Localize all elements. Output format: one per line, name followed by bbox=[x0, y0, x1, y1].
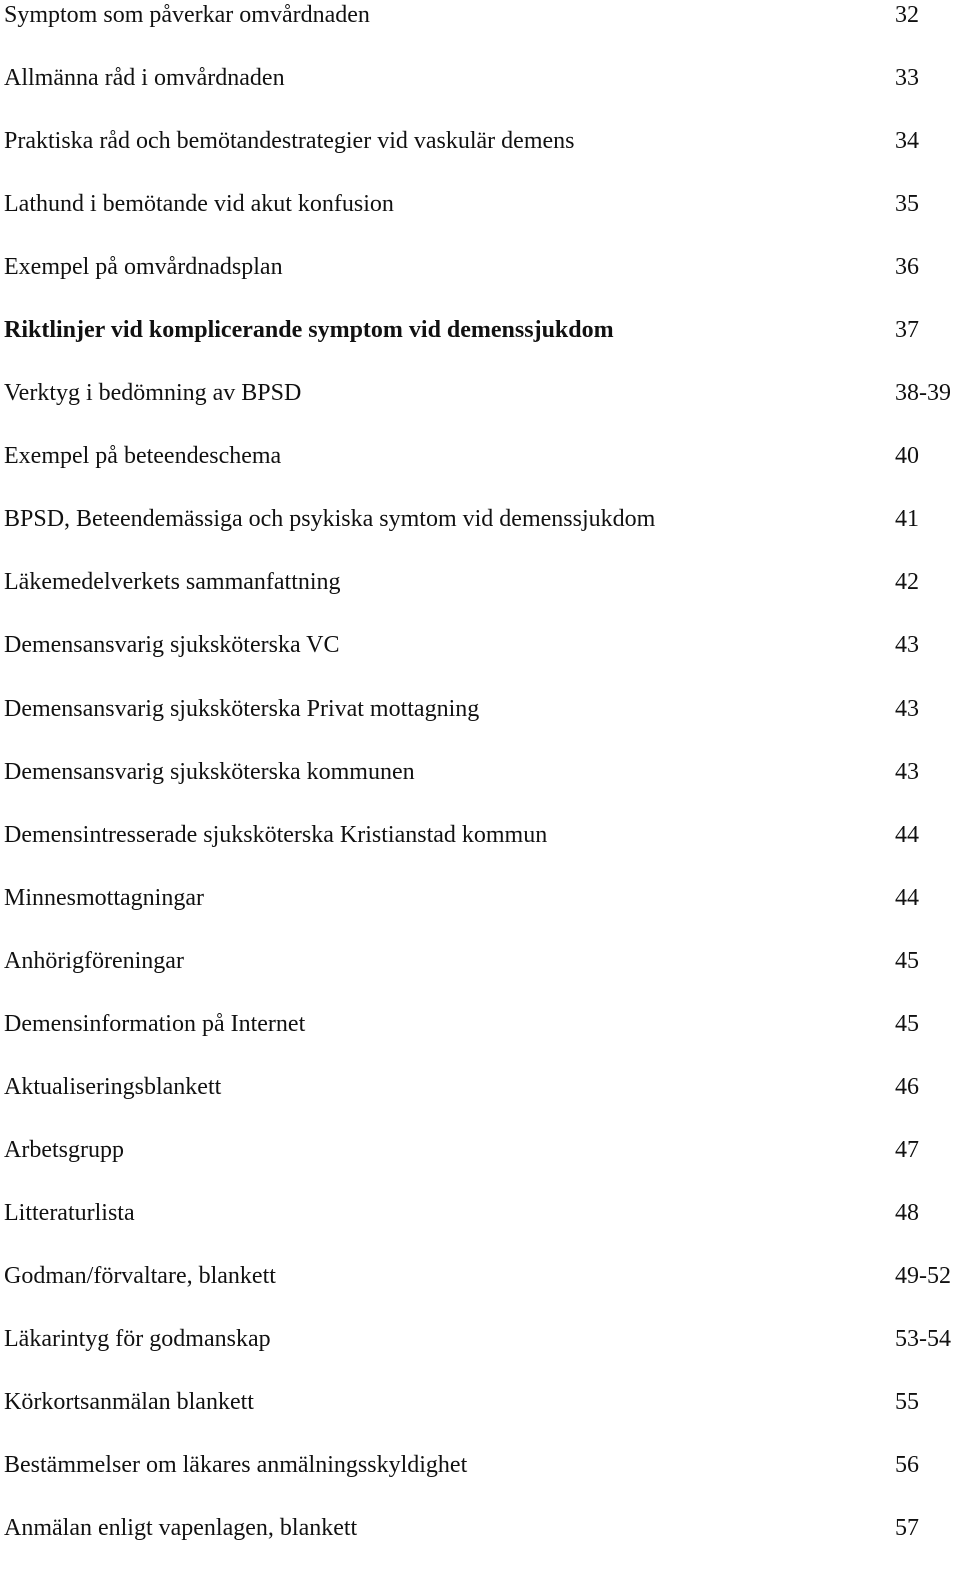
toc-entry-page-number: 53-54 bbox=[895, 1325, 951, 1352]
toc-entry-page-number: 49-52 bbox=[895, 1262, 951, 1289]
toc-entry-page-number: 45 bbox=[895, 947, 919, 974]
toc-entry-title: Allmänna råd i omvårdnaden bbox=[4, 65, 285, 92]
toc-entry-page-number: 45 bbox=[895, 1010, 919, 1037]
toc-entry-page-number: 34 bbox=[895, 128, 919, 155]
toc-entry-page-number: 43 bbox=[895, 632, 919, 659]
toc-entry bbox=[0, 1513, 960, 1576]
toc-entry-title: Riktlinjer vid komplicerande symptom vid demenssjukdom bbox=[4, 317, 614, 344]
toc-entry bbox=[0, 1009, 960, 1072]
toc-entry-title: Godman/förvaltare, blankett bbox=[4, 1262, 276, 1289]
toc-entry-title: Demensansvarig sjuksköterska Privat mottagning bbox=[4, 695, 480, 722]
toc-entry-page-number: 43 bbox=[895, 758, 919, 785]
toc-entry-title: Aktualiseringsblankett bbox=[4, 1073, 222, 1100]
toc-entry-title: Demensansvarig sjuksköterska VC bbox=[4, 632, 340, 659]
toc-entry-title: BPSD, Beteendemässiga och psykiska symtom vid demenssjukdom bbox=[4, 506, 656, 533]
toc-entry-title: Bestämmelser om läkares anmälningsskyldighet bbox=[4, 1452, 468, 1479]
toc-entry-title: Lathund i bemötande vid akut konfusion bbox=[4, 191, 394, 218]
toc-entry-page-number: 57 bbox=[895, 1515, 919, 1542]
toc-entry bbox=[0, 946, 960, 1009]
toc-entry-page-number: 35 bbox=[895, 191, 919, 218]
toc-entry bbox=[0, 630, 960, 693]
toc-entry-title: Exempel på omvårdnadsplan bbox=[4, 254, 283, 281]
toc-entry-page-number: 43 bbox=[895, 695, 919, 722]
toc-entry-page-number: 44 bbox=[895, 821, 919, 848]
toc-entry-page-number: 37 bbox=[895, 317, 919, 344]
toc-entry-title: Symptom som påverkar omvårdnaden bbox=[4, 2, 370, 28]
toc-entry bbox=[0, 315, 960, 378]
toc-entry bbox=[0, 378, 960, 441]
toc-entry-title: Anhörigföreningar bbox=[4, 947, 184, 974]
toc-entry-page-number: 47 bbox=[895, 1136, 919, 1163]
toc-entry-title: Läkemedelverkets sammanfattning bbox=[4, 569, 341, 596]
toc-entry-title: Demensansvarig sjuksköterska kommunen bbox=[4, 758, 415, 785]
toc-entry bbox=[0, 1450, 960, 1513]
toc-entry-title: Demensintresserade sjuksköterska Kristianstad kommun bbox=[4, 821, 548, 848]
toc-entry-title: Praktiska råd och bemötandestrategier vid vaskulär demens bbox=[4, 128, 575, 155]
toc-entry-page-number: 33 bbox=[895, 65, 919, 92]
toc-entry bbox=[0, 1135, 960, 1198]
toc-entry-page-number: 38-39 bbox=[895, 380, 951, 407]
toc-entry bbox=[0, 820, 960, 883]
toc-entry bbox=[0, 1072, 960, 1135]
toc-entry-title: Körkortsanmälan blankett bbox=[4, 1389, 254, 1416]
toc-entry-title: Verktyg i bedömning av BPSD bbox=[4, 380, 302, 407]
toc-entry-title: Demensinformation på Internet bbox=[4, 1010, 306, 1037]
toc-entry bbox=[0, 0, 960, 63]
toc-entry-page-number: 40 bbox=[895, 443, 919, 470]
toc-entry-title: Exempel på beteendeschema bbox=[4, 443, 282, 470]
toc-entry bbox=[0, 1198, 960, 1261]
toc-entry-page-number: 41 bbox=[895, 506, 919, 533]
toc-entry bbox=[0, 441, 960, 504]
toc-entry-page-number: 44 bbox=[895, 884, 919, 911]
toc-entry bbox=[0, 63, 960, 126]
toc-entry-title: Minnesmottagningar bbox=[4, 884, 204, 911]
toc-entry bbox=[0, 1261, 960, 1324]
toc-entry-page-number: 42 bbox=[895, 569, 919, 596]
toc-entry-title: Läkarintyg för godmanskap bbox=[4, 1325, 271, 1352]
toc-entry bbox=[0, 883, 960, 946]
toc-entry-page-number: 36 bbox=[895, 254, 919, 281]
toc-entry-title: Arbetsgrupp bbox=[4, 1136, 124, 1163]
toc-entry-title: Litteraturlista bbox=[4, 1199, 135, 1226]
toc-entry-page-number: 56 bbox=[895, 1452, 919, 1479]
toc-entry bbox=[0, 694, 960, 757]
toc-entry bbox=[0, 1324, 960, 1387]
toc-entry bbox=[0, 504, 960, 567]
toc-entry-page-number: 55 bbox=[895, 1389, 919, 1416]
toc-entry-page-number: 32 bbox=[895, 2, 919, 28]
toc-entry bbox=[0, 126, 960, 189]
toc-entry bbox=[0, 757, 960, 820]
toc-entry bbox=[0, 567, 960, 630]
toc-entry-title: Anmälan enligt vapenlagen, blankett bbox=[4, 1515, 358, 1542]
toc-entry bbox=[0, 252, 960, 315]
toc-entry bbox=[0, 189, 960, 252]
toc-entry-page-number: 46 bbox=[895, 1073, 919, 1100]
toc-entry bbox=[0, 1387, 960, 1450]
toc-entry-page-number: 48 bbox=[895, 1199, 919, 1226]
